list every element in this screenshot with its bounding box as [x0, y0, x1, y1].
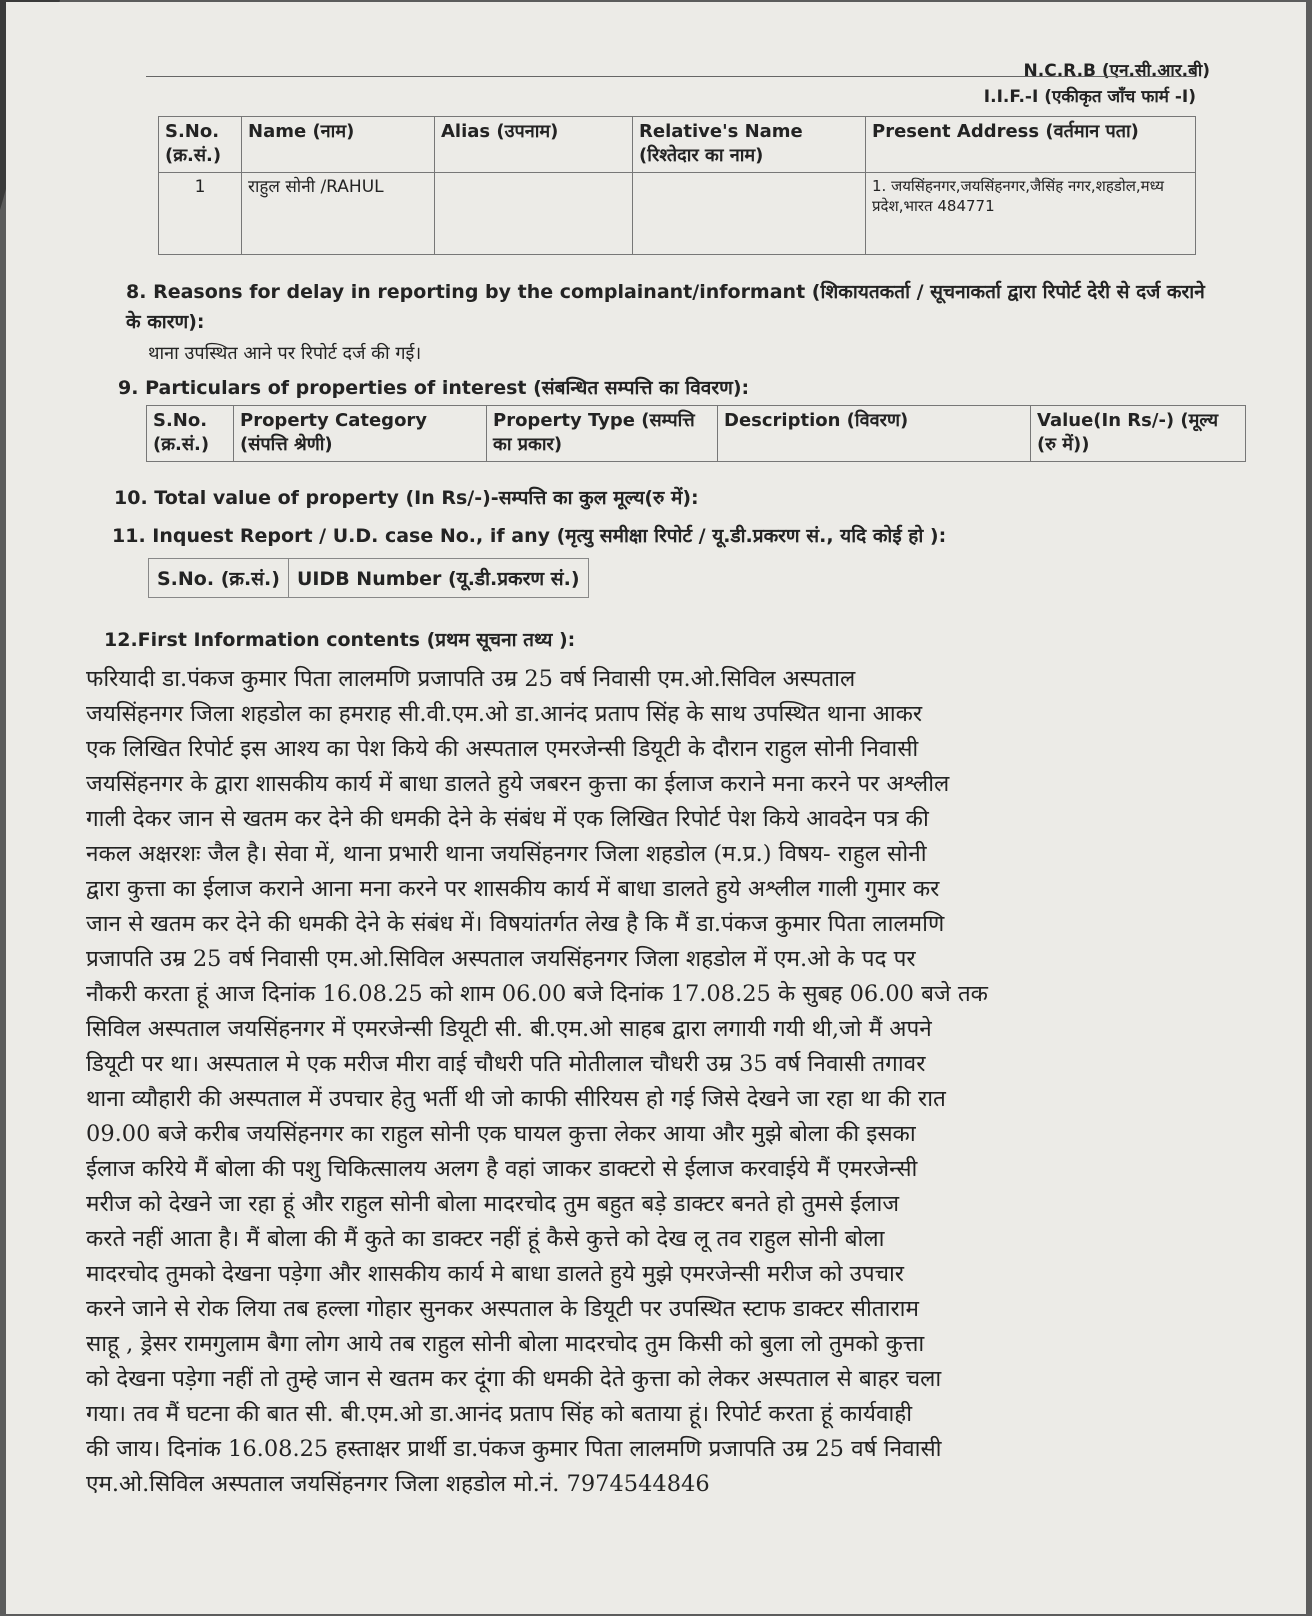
header-divider: [146, 76, 1196, 77]
cell-relative: [633, 172, 866, 254]
col-relative: Relative's Name (रिश्तेदार का नाम): [633, 117, 866, 173]
section-12-number: 12.: [104, 629, 138, 651]
col-name: Name (नाम): [242, 117, 435, 173]
fir-line: को देखना पड़ेगा नहीं तो तुम्हे जान से खतम कर दूंगा की धमकी देते कुत्ता को लेकर अस्पताल से बाहर चला: [86, 1366, 942, 1392]
fir-line: जयसिंहनगर जिला शहडोल का हमराह सी.वी.एम.ओ डा.आनंद प्रताप सिंह के साथ उपस्थित थाना आकर: [86, 701, 923, 727]
section-8-heading: [126, 277, 1216, 337]
fir-line: गया। तव मैं घटना की बात सी. बी.एम.ओ डा.आनंद प्रताप सिंह को बताया हूं। रिपोर्ट करता हूं कार्यवाही: [86, 1401, 913, 1427]
cell-sno: 1: [159, 172, 242, 254]
fir-line: प्रजापति उम्र 25 वर्ष निवासी एम.ओ.सिविल अस्पताल जयसिंहनगर जिला शहडोल में एम.ओ के पद पर: [86, 946, 916, 972]
section-12-heading: [104, 626, 575, 652]
fir-line: जयसिंहनगर के द्वारा शासकीय कार्य में बाधा डालते हुये जबरन कुत्ता का ईलाज कराने मना करने पर अश्लील: [86, 771, 950, 797]
prop-col-description: Description (विवरण): [718, 406, 1031, 462]
uidb-col-sno: S.No. (क्र.सं.): [157, 568, 280, 590]
prop-col-sno: S.No. (क्र.सं.): [147, 406, 234, 462]
property-table: [146, 405, 1246, 462]
col-sno: S.No. (क्र.सं.): [159, 117, 242, 173]
uidb-table: [148, 558, 589, 598]
table-header-row: [159, 117, 1196, 173]
prop-col-category: Property Category (संपत्ति श्रेणी): [234, 406, 487, 462]
first-information-contents: [86, 662, 1226, 1502]
ncrb-header: N.C.R.B (एन.सी.आर.बी): [1023, 61, 1210, 81]
col-alias: Alias (उपनाम): [435, 117, 633, 173]
fir-line: की जाय। दिनांक 16.08.25 हस्ताक्षर प्रार्थी डा.पंकज कुमार पिता लालमणि प्रजापति उम्र 25 वर्ष निवासी: [86, 1436, 942, 1462]
fir-line: मरीज को देखने जा रहा हूं और राहुल सोनी बोला मादरचोद तुम बहुत बड़े डाक्टर बनते हो तुमसे ईलाज: [86, 1191, 900, 1217]
section-9-heading: [118, 374, 749, 400]
fir-line: 09.00 बजे करीब जयसिंहनगर का राहुल सोनी एक घायल कुत्ता लेकर आया और मुझे बोला की इसका: [86, 1121, 916, 1147]
document-page: [6, 2, 1306, 1614]
property-header-row: [147, 406, 1246, 462]
fir-line: एम.ओ.सिविल अस्पताल जयसिंहनगर जिला शहडोल मो.नं. 7974544846: [86, 1471, 710, 1497]
col-address: Present Address (वर्तमान पता): [866, 117, 1196, 173]
fir-line: ईलाज करिये मैं बोला की पशु चिकित्सालय अलग है वहां जाकर डाक्टरो से ईलाज करवाईये मैं एमरजेन्सी: [86, 1156, 918, 1182]
cell-alias: [435, 172, 633, 254]
fir-line: नौकरी करता हूं आज दिनांक 16.08.25 को शाम 06.00 बजे दिनांक 17.08.25 के सुबह 06.00 बजे तक: [86, 981, 988, 1007]
fir-line: एक लिखित रिपोर्ट इस आश्य का पेश किये की अस्पताल एमरजेन्सी डियूटी के दौरान राहुल सोनी निवासी: [86, 736, 919, 762]
fir-line: मादरचोद तुमको देखना पड़ेगा और शासकीय कार्य मे बाधा डालते हुये मुझे एमरजेन्सी मरीज को उपचार: [86, 1261, 905, 1287]
cell-name: राहुल सोनी /RAHUL: [242, 172, 435, 254]
section-11-number: 11.: [112, 525, 146, 547]
section-11-title: Inquest Report / U.D. case No., if any (मृत्यु समीक्षा रिपोर्ट / यू.डी.प्रकरण सं., यदि कोई हो ):: [152, 525, 947, 547]
form-header: I.I.F.-I (एकीकृत जाँच फार्म -I): [983, 87, 1196, 107]
section-10-number: 10.: [114, 487, 148, 509]
section-11-heading: [112, 522, 946, 548]
uidb-col-number: UIDB Number (यू.डी.प्रकरण सं.): [288, 559, 588, 597]
section-9-title: Particulars of properties of interest (संबन्धित सम्पत्ति का विवरण):: [145, 377, 750, 399]
fir-line: जान से खतम कर देने की धमकी देने के संबंध में। विषयांतर्गत लेख है कि मैं डा.पंकज कुमार पिता लालमणि: [86, 911, 945, 937]
prop-col-type: Property Type (सम्पत्ति का प्रकार): [487, 406, 718, 462]
fir-line: गाली देकर जान से खतम कर देने की धमकी देने के संबंध में एक लिखित रिपोर्ट पेश किये आवदेन पत्र की: [86, 806, 929, 832]
fir-line: करते नहीं आता है। मैं बोला की मैं कुते का डाक्टर नहीं हूं कैसे कुत्ते को देख लू तव राहुल सोनी बोला: [86, 1226, 885, 1252]
fir-line: द्वारा कुत्ता का ईलाज कराने आना मना करने पर शासकीय कार्य में बाधा डालते हुये अश्लील गाली गुमार कर: [86, 876, 940, 902]
prop-col-value: Value(In Rs/-) (मूल्य (रु में)): [1031, 406, 1246, 462]
fir-line: नकल अक्षरशः जैल है। सेवा में, थाना प्रभारी थाना जयसिंहनगर जिला शहडोल (म.प्र.) विषय- राहुल सोनी: [86, 841, 927, 867]
accused-table: [158, 116, 1196, 255]
section-8-title: Reasons for delay in reporting by the complainant/informant (शिकायतकर्ता / सूचनाकर्ता द्वारा रिपोर्ट देरी से दर्ज कराने के कारण):: [126, 281, 1205, 333]
fir-line: फरियादी डा.पंकज कुमार पिता लालमणि प्रजापति उम्र 25 वर्ष निवासी एम.ओ.सिविल अस्पताल: [86, 666, 856, 692]
section-8-answer: थाना उपस्थित आने पर रिपोर्ट दर्ज की गई।: [148, 343, 422, 364]
fir-line: साहू , ड्रेसर रामगुलाम बैगा लोग आये तब राहुल सोनी बोला मादरचोद तुम किसी को बुला लो तुमको कुत्ता: [86, 1331, 925, 1357]
cell-address: 1. जयसिंहनगर,जयसिंहनगर,जैसिंह नगर,शहडोल,मध्य प्रदेश,भारत 484771: [866, 172, 1196, 254]
fir-line: थाना व्यौहारी की अस्पताल में उपचार हेतु भर्ती थी जो काफी सीरियस हो गई जिसे देखने जा रहा था की रात: [86, 1086, 946, 1112]
fir-line: डियूटी पर था। अस्पताल मे एक मरीज मीरा वाई चौधरी पति मोतीलाल चौधरी उम्र 35 वर्ष निवासी तगावर: [86, 1051, 926, 1077]
section-10-title: Total value of property (In Rs/-)-सम्पत्ति का कुल मूल्य(रु में):: [154, 487, 699, 509]
fir-line: सिविल अस्पताल जयसिंहनगर में एमरजेन्सी डियूटी सी. बी.एम.ओ साहब द्वारा लगायी गयी थी,जो मैं अपने: [86, 1016, 932, 1042]
section-12-title: First Information contents (प्रथम सूचना तथ्य ):: [137, 629, 576, 651]
section-9-number: 9.: [118, 377, 139, 399]
section-10-heading: [114, 484, 699, 510]
section-8-number: 8.: [126, 281, 147, 303]
fir-line: करने जाने से रोक लिया तब हल्ला गोहार सुनकर अस्पताल के डियूटी पर उपस्थित स्टाफ डाक्टर सीताराम: [86, 1296, 919, 1322]
table-row: [159, 172, 1196, 254]
